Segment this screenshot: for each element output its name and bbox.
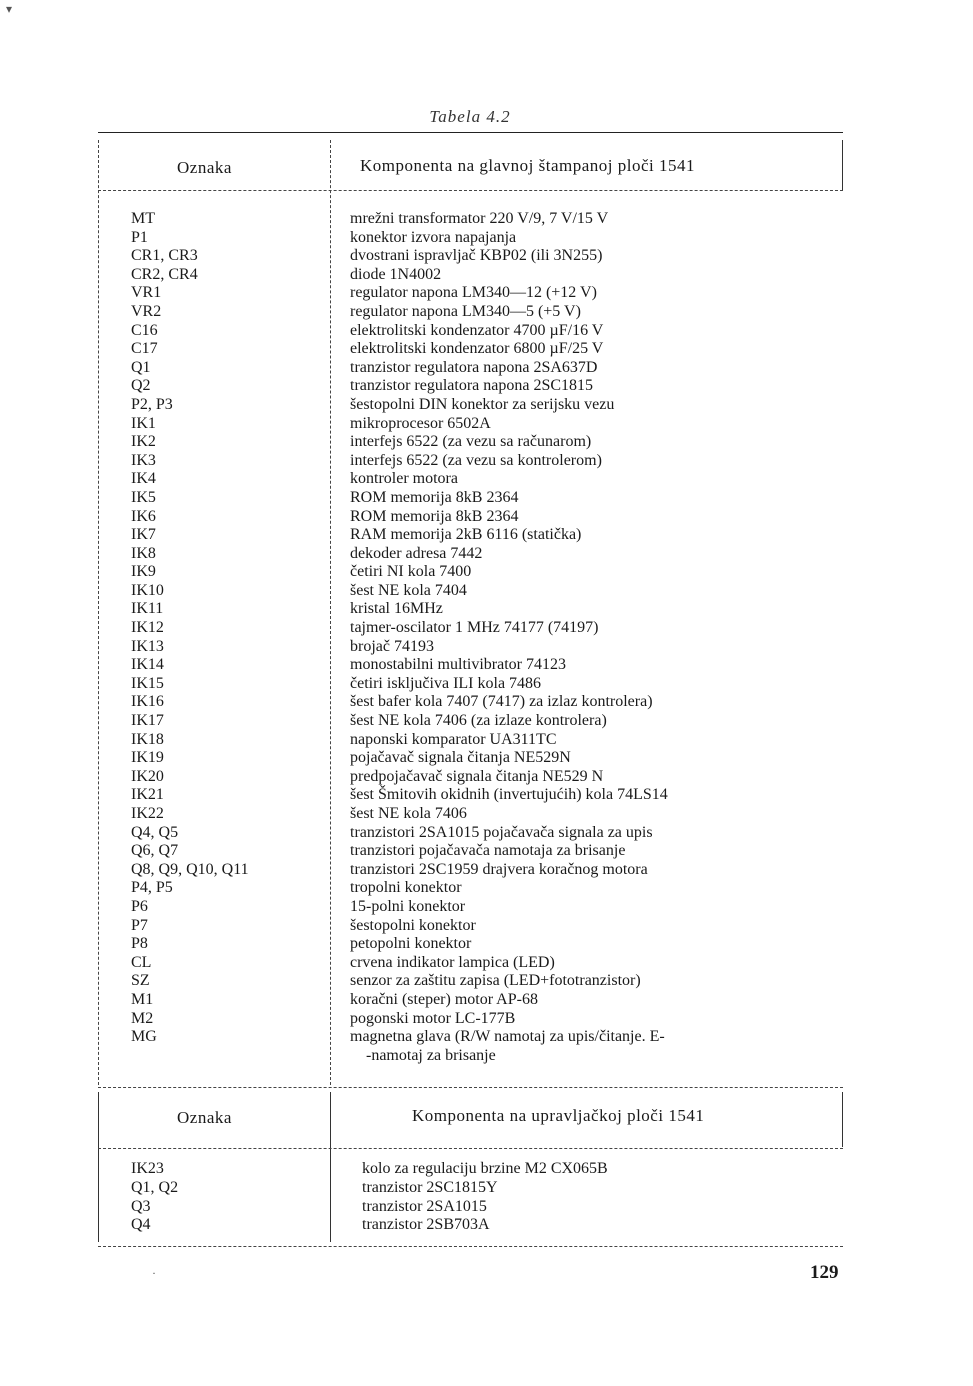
main-description-column (350, 210, 668, 1065)
table-row-label: C17 (131, 340, 158, 358)
table-row-label: Q3 (131, 1197, 151, 1215)
table-row-description: šest NE kola 7406 (za izlaze kontrolera) (350, 712, 607, 730)
table-row-description: petopolni konektor (350, 935, 472, 953)
table-row-description: tranzistor 2SB703A (362, 1216, 490, 1234)
table-row-description: -namotaj za brisanje (366, 1046, 496, 1064)
table-row-description: tranzistor 2SA1015 (362, 1197, 487, 1215)
table-row-description: diode 1N4002 (350, 265, 442, 283)
table-row-label: P7 (131, 916, 148, 934)
table-row-label: P8 (131, 935, 148, 953)
table-row-label: IK14 (131, 656, 164, 674)
table-top-rule (98, 132, 843, 133)
table-row-label: IK8 (131, 544, 156, 562)
table-row-label: M1 (131, 990, 154, 1008)
table-row-label: Q8, Q9, Q10, Q11 (131, 860, 249, 878)
table-caption: Tabela 4.2 (429, 107, 511, 126)
table-row-label: Q4, Q5 (131, 823, 179, 841)
scan-mark-icon: ▾ (6, 2, 13, 16)
control-table-left-border (98, 1092, 99, 1242)
table-row-label: Q1, Q2 (131, 1178, 179, 1196)
table-row-description: brojač 74193 (350, 637, 434, 655)
main-header-description: Komponenta na glavnoj štampanoj ploči 1541 (360, 156, 695, 175)
table-row-label: IK11 (131, 600, 164, 618)
table-row-description: magnetna glava (R/W namotaj za upis/čitanje. E- (350, 1028, 665, 1046)
table-row-description: mikroprocesor 6502A (350, 414, 491, 432)
table-row-description: tranzistor regulatora napona 2SA637D (350, 358, 598, 376)
table-row-label: IK22 (131, 805, 164, 822)
table-row-description: kolo za regulaciju brzine M2 CX065B (362, 1160, 608, 1177)
table-row-description: četiri NI kola 7400 (350, 563, 472, 581)
table-row-label: IK19 (131, 749, 164, 767)
table-row-description: pogonski motor LC-177B (350, 1009, 516, 1027)
table-row-label: SZ (131, 972, 150, 990)
table-row-label: IK13 (131, 637, 164, 655)
table-row-label: P2, P3 (131, 395, 173, 413)
table-row-description: četiri isključiva ILI kola 7486 (350, 674, 542, 692)
table-row-description: pojačavač signala čitanja NE529N (350, 749, 571, 767)
table-row-label: IK7 (131, 526, 156, 544)
table-row-description: tranzistor 2SC1815Y (362, 1178, 498, 1196)
table-row-description: predpojačavač signala čitanja NE529 N (350, 767, 604, 785)
main-header-label: Oznaka (177, 158, 232, 177)
table-row-label: MG (131, 1028, 157, 1046)
table-row-label: IK1 (131, 414, 156, 432)
table-row-description: šest NE kola 7406 (350, 805, 467, 822)
table-row-description: monostabilni multivibrator 74123 (350, 656, 566, 674)
table-row-description: ROM memorija 8kB 2364 (350, 507, 519, 525)
table-row-description: dekoder adresa 7442 (350, 544, 483, 562)
table-row-label: IK15 (131, 674, 164, 692)
table-row-label: IK20 (131, 767, 164, 785)
main-table-right-border (842, 140, 843, 190)
table-row-label: C16 (131, 321, 158, 339)
table-row-description: 15-polni konektor (350, 897, 466, 915)
table-row-label: MT (131, 210, 155, 227)
table-row-description: tajmer-oscilator 1 MHz 74177 (74197) (350, 619, 599, 637)
table-row-description: regulator napona LM340—12 (+12 V) (350, 284, 597, 302)
table-row-label: M2 (131, 1009, 154, 1027)
table-row-description: RAM memorija 2kB 6116 (statička) (350, 526, 582, 544)
table-row-label: IK3 (131, 451, 156, 469)
table-row-label: Q6, Q7 (131, 842, 179, 860)
table-row-description: tranzistori 2SC1959 drajvera koračnog motora (350, 860, 648, 878)
table-row-description: kristal 16MHz (350, 600, 443, 618)
main-table-column-divider (330, 140, 331, 1085)
control-label-column (131, 1160, 178, 1235)
table-row-description: šest Šmitovih okidnih (invertujućih) kola 74LS14 (350, 786, 668, 804)
table-row-description: mrežni transformator 220 V/9, 7 V/15 V (350, 210, 609, 227)
table-row-label: Q2 (131, 377, 151, 395)
table-row-description: elektrolitski kondenzator 4700 µF/16 V (350, 321, 604, 339)
table-row-label: CR1, CR3 (131, 247, 198, 265)
table-row-label: Q4 (131, 1216, 151, 1234)
table-row-label: VR1 (131, 284, 162, 302)
table-row-label: IK4 (131, 470, 156, 488)
control-description-column (362, 1160, 608, 1235)
table-row-description: tranzistori pojačavača namotaja za brisanje (350, 842, 626, 860)
table-row-label: IK23 (131, 1160, 164, 1177)
table-row-description: ROM memorija 8kB 2364 (350, 488, 519, 506)
main-table-bottom-rule (98, 1087, 843, 1088)
control-header-label: Oznaka (177, 1108, 232, 1127)
table-row-description: interfejs 6522 (za vezu sa računarom) (350, 433, 592, 451)
table-row-description: šest NE kola 7404 (350, 581, 467, 599)
main-table-left-border (98, 140, 99, 1085)
table-row-label: IK2 (131, 433, 156, 451)
scan-mark-icon: · (152, 1266, 156, 1280)
table-row-label: Q1 (131, 358, 151, 376)
table-row-description: šestopolni konektor (350, 916, 476, 934)
control-table-bottom-rule (98, 1246, 843, 1247)
table-row-label: IK6 (131, 507, 156, 525)
table-row-label: P1 (131, 228, 148, 246)
table-row-description: kontroler motora (350, 470, 458, 488)
control-header-description: Komponenta na upravljačkoj ploči 1541 (412, 1106, 705, 1125)
table-row-label: IK10 (131, 581, 164, 599)
table-row-label: P4, P5 (131, 879, 173, 897)
table-row-label: VR2 (131, 302, 162, 320)
control-header-bottom-rule (98, 1148, 843, 1149)
table-row-label: P6 (131, 897, 148, 915)
table-row-description: elektrolitski kondenzator 6800 µF/25 V (350, 340, 604, 358)
table-row-description: regulator napona LM340—5 (+5 V) (350, 302, 581, 320)
table-row-label: IK17 (131, 712, 164, 730)
control-table-right-border (842, 1092, 843, 1147)
table-row-description: tranzistor regulatora napona 2SC1815 (350, 377, 594, 395)
table-row-label: CL (131, 953, 152, 971)
main-label-column (131, 210, 249, 1065)
table-row-label: IK18 (131, 730, 164, 748)
table-row-label: IK12 (131, 619, 164, 637)
table-row-description: koračni (steper) motor AP-68 (350, 990, 538, 1008)
table-row-label: IK16 (131, 693, 164, 711)
table-row-description: senzor za zaštitu zapisa (LED+fototranzistor) (350, 972, 641, 990)
table-row-description: tropolni konektor (350, 879, 462, 897)
table-row-description: konektor izvora napajanja (350, 228, 517, 246)
table-row-description: interfejs 6522 (za vezu sa kontrolerom) (350, 451, 602, 469)
table-row-description: dvostrani ispravljač KBP02 (ili 3N255) (350, 247, 603, 265)
page-number: 129 (810, 1262, 839, 1283)
control-table-column-divider (330, 1092, 331, 1242)
table-row-description: crvena indikator lampica (LED) (350, 953, 555, 971)
table-row-label (131, 1047, 249, 1066)
table-row-description: naponski komparator UA311TC (350, 730, 557, 748)
table-row-label: IK9 (131, 563, 156, 581)
table-row-label: IK21 (131, 786, 164, 804)
table-row-description: tranzistori 2SA1015 pojačavača signala za upis (350, 823, 653, 841)
table-row-description: šestopolni DIN konektor za serijsku vezu (350, 395, 615, 413)
table-row-label: CR2, CR4 (131, 265, 198, 283)
table-row-label: IK5 (131, 488, 156, 506)
table-row-description: šest bafer kola 7407 (7417) za izlaz kontrolera) (350, 693, 653, 711)
header-bottom-rule (98, 190, 843, 191)
